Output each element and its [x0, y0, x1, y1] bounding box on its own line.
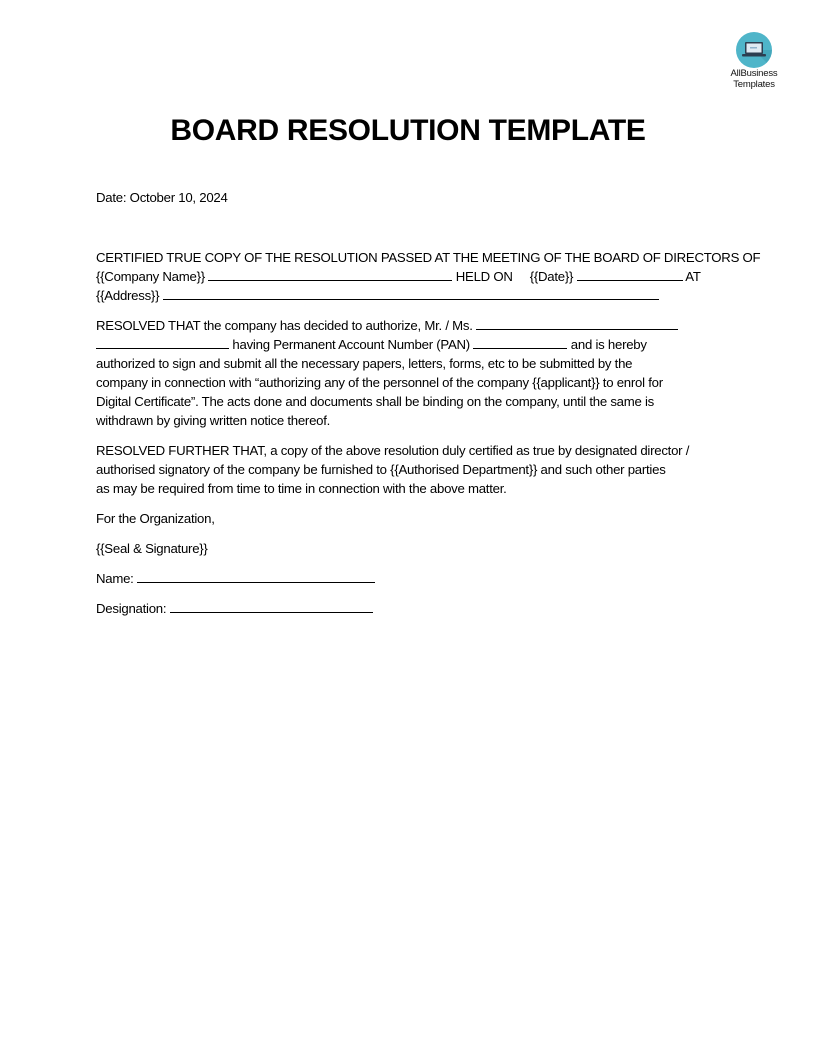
resolved-further-line-2: authorised signatory of the company be furnished to {{Authorised Department}} and such other parties: [96, 462, 666, 477]
name-label: Name:: [96, 571, 134, 586]
laptop-icon: [736, 32, 772, 68]
for-organization: For the Organization,: [96, 511, 215, 526]
logo-line-1: AllBusiness: [730, 68, 778, 79]
resolved-line-1: [96, 316, 716, 335]
certified-paragraph: [96, 248, 761, 305]
resolved-line-3: authorized to sign and submit all the necessary papers, letters, forms, etc to be submitted by the: [96, 356, 633, 371]
document-body: [96, 188, 761, 618]
logo-line-2: Templates: [733, 79, 775, 90]
designation-blank[interactable]: [170, 599, 373, 613]
address-placeholder: {{Address}}: [96, 288, 160, 303]
resolved-line-6: withdrawn by giving written notice thereof.: [96, 413, 331, 428]
seal-signature-placeholder: {{Seal & Signature}}: [96, 541, 208, 556]
at-label: AT: [685, 269, 701, 284]
held-on-label: HELD ON: [455, 269, 513, 284]
resolved-further-line-3: as may be required from time to time in connection with the above matter.: [96, 481, 507, 496]
company-name-blank[interactable]: [208, 267, 452, 281]
resolved-text-1: RESOLVED THAT the company has decided to authorize, Mr. / Ms.: [96, 318, 473, 333]
person-name-blank-continued[interactable]: [96, 335, 229, 349]
resolved-paragraph: [96, 316, 716, 430]
person-name-blank[interactable]: [476, 316, 678, 330]
designation-label: Designation:: [96, 601, 167, 616]
resolved-text-2: having Permanent Account Number (PAN): [232, 337, 470, 352]
certified-line-2: [96, 267, 716, 286]
certified-line-1: CERTIFIED TRUE COPY OF THE RESOLUTION PASSED AT THE MEETING OF THE BOARD OF DIRECTORS OF: [96, 250, 761, 265]
designation-line: [96, 599, 716, 618]
resolved-further-paragraph: [96, 441, 716, 498]
name-blank[interactable]: [137, 569, 375, 583]
document-title: BOARD RESOLUTION TEMPLATE: [170, 114, 646, 147]
resolved-text-3: and is hereby: [570, 337, 647, 352]
resolved-line-4: company in connection with “authorizing any of the personnel of the company {{applicant}} to enrol for: [96, 375, 663, 390]
date-line: Date: October 10, 2024: [96, 190, 228, 205]
meeting-date-blank[interactable]: [577, 267, 683, 281]
allbusiness-templates-logo: [722, 32, 786, 90]
resolved-further-line-1: RESOLVED FURTHER THAT, a copy of the above resolution duly certified as true by designated director /: [96, 443, 690, 458]
pan-blank[interactable]: [473, 335, 567, 349]
certified-line-3: [96, 286, 716, 305]
resolved-line-2: [96, 335, 716, 354]
company-name-placeholder: {{Company Name}}: [96, 269, 205, 284]
resolved-line-5: Digital Certificate”. The acts done and documents shall be binding on the company, until the same is: [96, 394, 655, 409]
date-placeholder: {{Date}}: [529, 269, 574, 284]
name-line: [96, 569, 716, 588]
address-blank[interactable]: [163, 286, 659, 300]
